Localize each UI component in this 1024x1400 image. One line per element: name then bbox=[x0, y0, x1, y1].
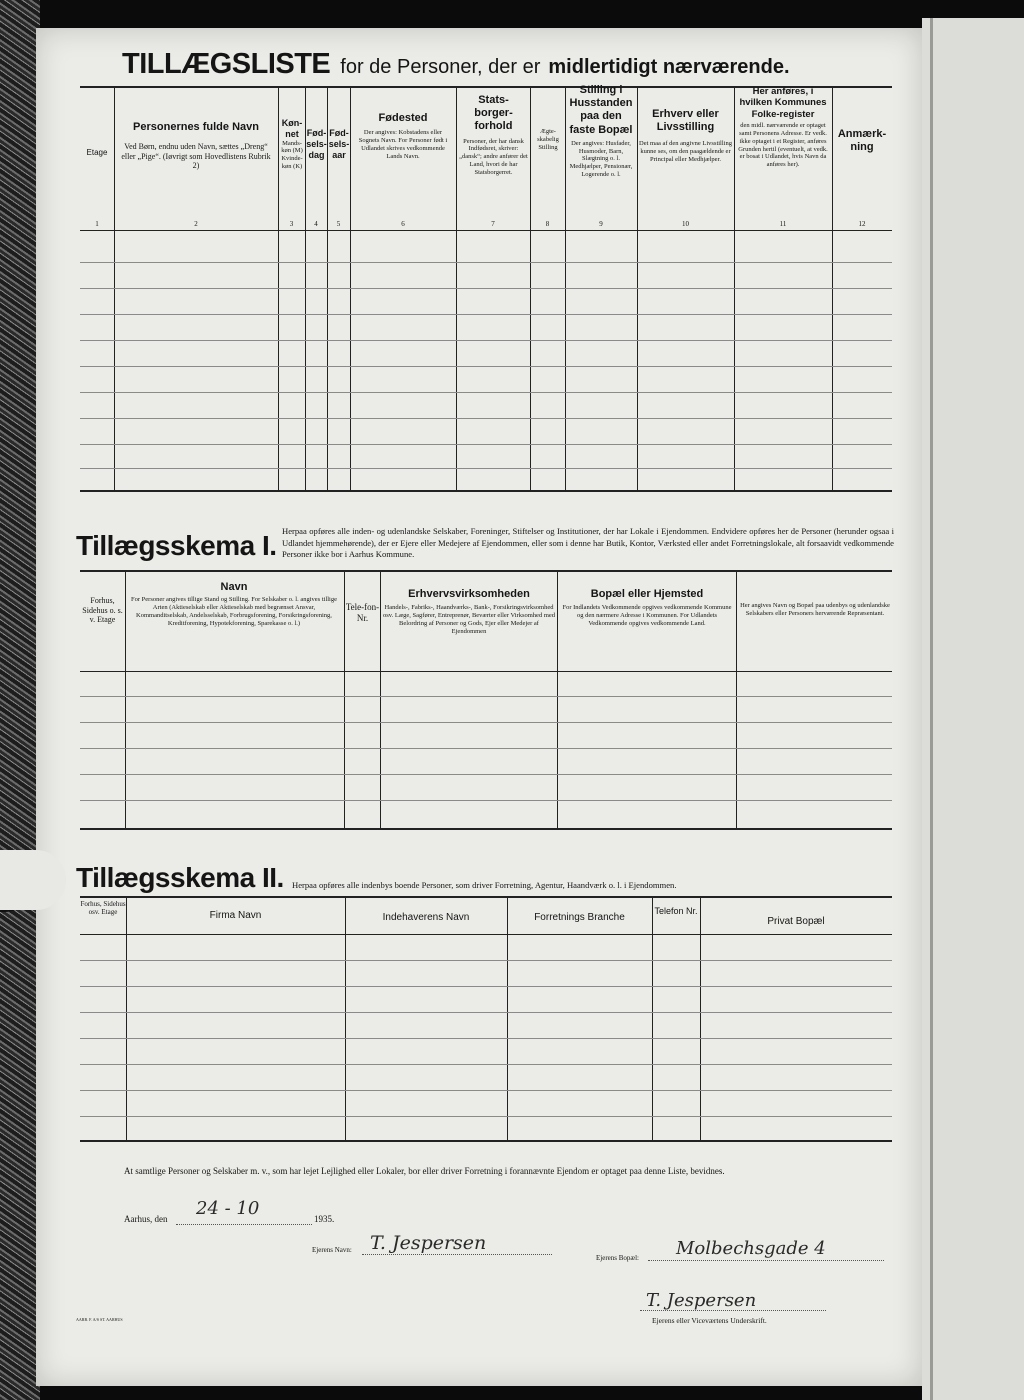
col-num: 4 bbox=[314, 220, 318, 228]
col-occupation-header: Erhverv eller Livsstilling Det maa af den angivne Livsstilling kunne ses, om den paagældende er Principal eller Medhjælper. bbox=[639, 108, 732, 163]
adjacent-page bbox=[922, 18, 1024, 1400]
title-bold: midlertidigt nærværende. bbox=[548, 56, 790, 78]
signature-label: Ejerens eller Viceværtens Underskrift. bbox=[652, 1316, 767, 1325]
schema1-title: Tillægsskema I. bbox=[76, 530, 277, 561]
printer-mark: AARB. F. A/S ST. AARHUS bbox=[76, 1317, 123, 1322]
date-handwritten: 24 - 10 bbox=[196, 1198, 260, 1219]
col-birthyear-header: Fød-sels-aar bbox=[328, 128, 350, 160]
binding-cover bbox=[0, 0, 40, 1400]
owner-address-label: Ejerens Bopæl: bbox=[596, 1254, 639, 1262]
footer-year: 1935. bbox=[314, 1214, 335, 1224]
schema1-col-bopael: Bopæl eller Hjemsted For Indlandets Vedkommende opgives vedkommende Kommune og den nærmere Adresse i Kommunen. For Udlandets Vedkommende opgives vedkommende Land. bbox=[562, 588, 732, 627]
schema2-col-indehaver: Indehaverens Navn bbox=[382, 912, 470, 923]
col-birthplace-header: Fødested Der angives: Kobstadens eller Sognets Navn. For Personer født i Udlandet skrives vedkommende Lands Navn. bbox=[358, 112, 448, 160]
schema1-col-navn: Navn For Personer angives tillige Stand og Stilling. For Selskaber o. l. angives tillige Arten (Aktieselskab eller Aktieselskab med begrænset Ansvar, Kommanditselskab, Andelsselskab, Forbrugsforening, Forsikringsforening, Kreditforening, Hypotekforening, Sparekasse o. l.) bbox=[131, 581, 337, 627]
footer-place: Aarhus, den bbox=[124, 1214, 168, 1224]
schema1-col-telefon: Tele-fon-Nr. bbox=[345, 602, 380, 623]
col-num: 9 bbox=[599, 220, 603, 228]
col-register-header: Her anføres, i hvilken Kommunes Folke-register den midl. nærværende er optaget samt Personens Adresse. Er vedk. ikke optaget i et Register, anføres Grunden hertil (eventuelt, at vedk. er bosat i Udlandet, hvis Navn da anføres her). bbox=[738, 86, 828, 169]
schema2-col-firma: Firma Navn bbox=[209, 910, 262, 921]
col-num: 6 bbox=[401, 220, 405, 228]
schema2-col-etage: Forhus, Sidehus osv. Etage bbox=[80, 900, 126, 917]
form-page bbox=[36, 28, 922, 1386]
col-etage-header: Etage bbox=[86, 148, 108, 157]
owner-address-handwritten: Molbechsgade 4 bbox=[676, 1238, 826, 1259]
schema1-col-erhverv: Erhvervsvirksomheden Handels-, Fabriks-, Haandværks-, Bank-, Forsikringsvirksomhed osv. Læge, Sagfører, Entreprenør, Beværter eller Virksomhed med Belordring af Personer og Gods, Ejer eller Medejer af Ejendommen bbox=[383, 588, 556, 635]
col-num: 10 bbox=[682, 220, 689, 228]
schema1-col-repr: Her angives Navn og Bopæl paa udenbys og udenlandske Selskabers eller Personers herværende Repræsentant. bbox=[740, 602, 890, 617]
col-citizenship-header: Stats-borger-forhold Personer, der har dansk Indfødsret, skriver: „dansk“; andre anfører det Land, hvori de har Statsborgerret. bbox=[459, 94, 528, 176]
footer-statement: At samtlige Personer og Selskaber m. v., som har lejet Lejlighed eller Lokaler, bor eller driver Forretning i forannævnte Ejendom er optaget paa denne Liste, bevidnes. bbox=[124, 1166, 725, 1176]
title-big: TILLÆGSLISTE bbox=[122, 48, 331, 80]
col-name-header: Personernes fulde Navn Ved Børn, endnu uden Navn, sættes „Dreng“ eller „Pige“. (Iøvrigt som Hovedlistens Rubrik 2) bbox=[121, 121, 271, 171]
col-num: 8 bbox=[545, 220, 550, 228]
col-num: 11 bbox=[779, 220, 787, 228]
owner-name-handwritten: T. Jespersen bbox=[370, 1232, 487, 1254]
col-marital-header: Ægte-skabelig Stilling bbox=[537, 128, 559, 151]
page-corner-fold bbox=[0, 850, 66, 910]
col-gender-header: Køn-net Mands-køn (M) Kvinde-køn (K) bbox=[281, 118, 303, 170]
owner-name-label: Ejerens Navn: bbox=[312, 1246, 352, 1254]
col-num: 3 bbox=[289, 220, 294, 228]
col-num: 12 bbox=[858, 220, 866, 228]
col-household-header: Stilling i Husstanden paa den faste Bopæl Der angives: Husfader, Husmoder, Barn, Slægtning o. l. Medhjælper, Pensionær, Logerende o. l. bbox=[569, 84, 633, 178]
schema2-title: Tillægsskema II. bbox=[76, 862, 284, 893]
col-num: 1 bbox=[95, 220, 99, 228]
signature-handwritten: T. Jespersen bbox=[646, 1290, 757, 1311]
schema1-intro: Herpaa opføres alle inden- og udenlandske Selskaber, Foreninger, Stiftelser og Institutioner, der har Lokale i Ejendommen. Endvidere opføres her de Personer (herunder ogsaa i Udlandet hjemmehørende), der er Ejere eller Medejere af Ejendommen, eller som i denne har Butik, Kontor, Værksted eller andet Forretningslokale, alt forsaavidt vedkommende Personer ikke bor i Aarhus Kommune. bbox=[282, 526, 894, 560]
schema2-col-telefon: Telefon Nr. bbox=[654, 906, 698, 916]
col-num: 5 bbox=[336, 220, 341, 228]
schema2-intro: Herpaa opføres alle indenbys boende Personer, som driver Forretning, Agentur, Haandværk o. l. i Ejendommen. bbox=[292, 880, 677, 890]
col-remark-header: Anmærk-ning bbox=[837, 128, 887, 154]
col-num: 7 bbox=[491, 220, 495, 228]
schema2-col-branche: Forretnings Branche bbox=[534, 912, 625, 923]
schema2-col-privat: Privat Bopæl bbox=[767, 916, 825, 927]
schema1-col-etage: Forhus, Sidehus o. s. v. Etage bbox=[82, 596, 123, 625]
title-rest: for de Personer, der er bbox=[340, 56, 541, 78]
col-num: 2 bbox=[194, 220, 198, 228]
col-birthday-header: Fød-sels-dag bbox=[306, 128, 327, 160]
main-title bbox=[122, 48, 922, 81]
